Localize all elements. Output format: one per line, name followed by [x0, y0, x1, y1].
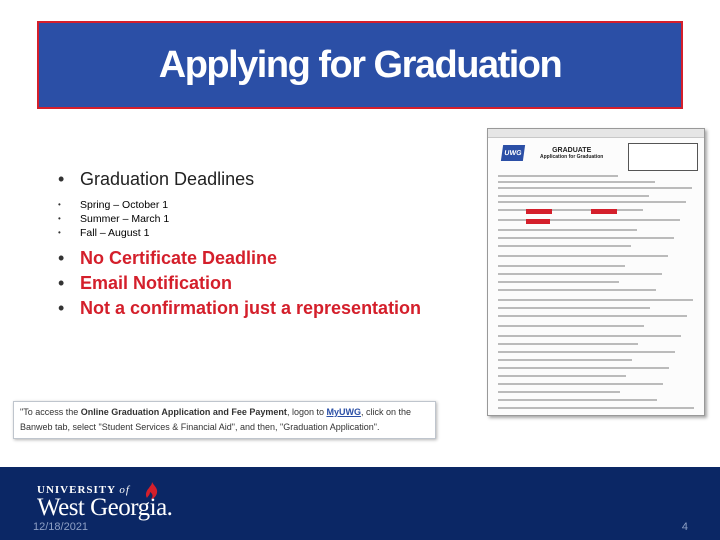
form-line [498, 281, 619, 283]
form-line [498, 375, 626, 377]
page-title: Applying for Graduation [158, 43, 562, 86]
list-item [58, 246, 478, 271]
title-banner [37, 21, 683, 109]
highlight-representation: Not a confirmation just a representation [80, 298, 422, 318]
form-line [498, 335, 681, 337]
list-item [58, 166, 478, 192]
instructions-text: , logon to [286, 407, 327, 417]
slide-date: 12/18/2021 [33, 521, 89, 533]
form-title: GRADUATE [552, 147, 592, 154]
bullet-icon: • [58, 248, 65, 268]
form-line [498, 399, 657, 401]
form-line [498, 299, 693, 301]
bullet-icon: • [58, 273, 65, 293]
form-heading [540, 147, 603, 160]
instructions-bold: Online Graduation Application and Fee Payment [80, 407, 287, 417]
form-line [498, 315, 687, 317]
logo-university-line: UNIVERSITY of [37, 484, 130, 496]
form-office-box [628, 143, 698, 171]
form-logo: UWG [501, 145, 525, 161]
form-line [498, 325, 644, 327]
form-line [498, 343, 638, 345]
highlight-no-certificate: No Certificate Deadline [80, 248, 278, 268]
deadline-summer: Summer – March 1 [80, 213, 170, 225]
deadline-fall: Fall – August 1 [80, 227, 150, 239]
form-line [498, 383, 663, 385]
list-item [58, 271, 478, 296]
form-line [498, 209, 643, 211]
page-number: 4 [681, 521, 688, 533]
form-line [498, 289, 656, 291]
university-logo [37, 484, 172, 520]
form-line [498, 181, 655, 183]
form-line [498, 367, 669, 369]
form-line [498, 187, 692, 189]
bullet-list [58, 166, 478, 321]
highlight-email: Email Notification [80, 273, 233, 293]
form-line [498, 407, 694, 409]
form-line [498, 175, 618, 177]
form-line [498, 229, 637, 231]
deadlines-heading: Graduation Deadlines [80, 169, 255, 189]
footer [0, 467, 720, 540]
flame-icon [144, 482, 160, 500]
form-line [498, 245, 631, 247]
list-item [58, 296, 478, 321]
instructions-text: , click on the Banweb tab, select "Student Services & Financial Aid", and then, "Graduation Application". [20, 407, 411, 432]
application-form-image [487, 128, 705, 416]
form-line [498, 307, 650, 309]
bullet-icon: • [58, 169, 65, 189]
redaction-bar [526, 209, 552, 214]
form-line [498, 265, 625, 267]
form-subtitle: Application for Graduation [540, 154, 604, 160]
form-line [498, 351, 675, 353]
instructions-box [13, 401, 436, 439]
list-item [58, 212, 478, 226]
bullet-icon: • [58, 214, 61, 223]
form-line [498, 201, 686, 203]
bullet-icon: • [58, 228, 61, 237]
instructions-text: "To access the [20, 407, 81, 417]
logo-name: West Georgia. [37, 494, 173, 521]
form-line [498, 237, 674, 239]
form-line [498, 391, 620, 393]
form-toolbar [488, 129, 704, 138]
bullet-icon: • [58, 200, 61, 209]
form-line [498, 255, 668, 257]
myuwg-link[interactable]: MyUWG [326, 407, 361, 417]
form-line [498, 195, 649, 197]
redaction-bar [591, 209, 617, 214]
bullet-icon: • [58, 298, 65, 318]
form-line [498, 273, 662, 275]
form-line [498, 359, 632, 361]
list-item [58, 198, 478, 212]
redaction-bar [526, 219, 550, 224]
list-item [58, 226, 478, 240]
deadline-spring: Spring – October 1 [80, 199, 169, 211]
